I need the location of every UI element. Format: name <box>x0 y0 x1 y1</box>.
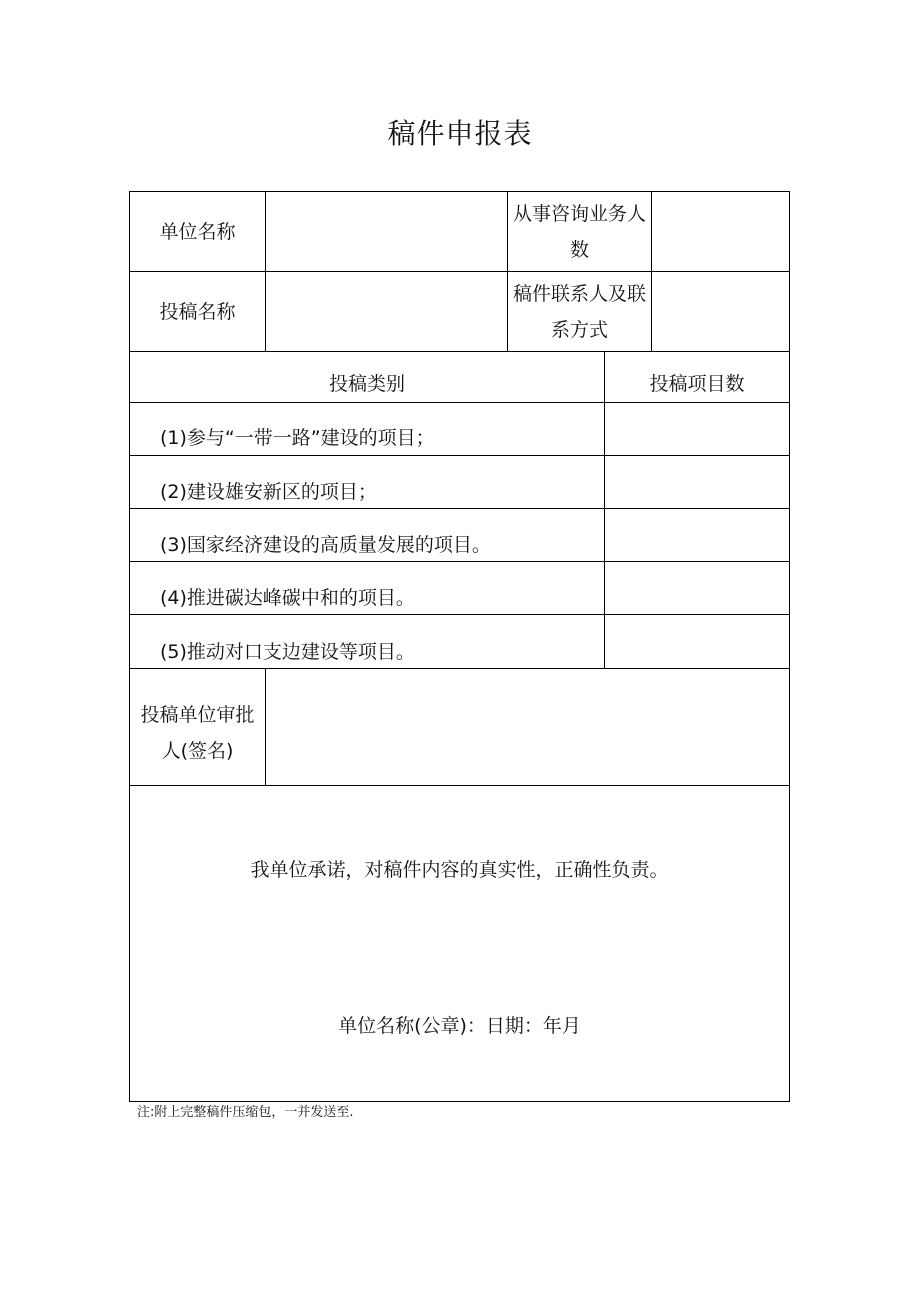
category-header: 投稿类别 <box>328 373 405 395</box>
row-divider <box>129 351 790 352</box>
pledge-text: 我单位承诺，对稿件内容的真实性，正确性负责。 <box>250 859 669 881</box>
category-item-1: (1)参与“一带一路”建设的项目； <box>160 427 435 449</box>
table-border-right <box>789 191 790 1102</box>
count-header: 投稿项目数 <box>649 373 745 395</box>
unit-name-field[interactable] <box>266 192 507 271</box>
contact-label-line2: 系方式 <box>550 318 608 341</box>
seal-date-text: 单位名称(公章)：日期：年月 <box>338 1015 581 1037</box>
contact-label-line1: 稿件联系人及联 <box>512 282 646 305</box>
staff-count-label-line2: 数 <box>569 238 589 261</box>
page-title: 稿件申报表 <box>387 117 533 150</box>
approver-signature-field[interactable] <box>266 669 789 785</box>
category-count-1[interactable] <box>605 403 789 455</box>
submission-name-label: 投稿名称 <box>159 300 236 323</box>
staff-count-label <box>508 192 651 271</box>
category-item-5: (5)推动对口支边建设等项目。 <box>160 641 415 663</box>
staff-count-field[interactable] <box>652 192 789 271</box>
category-count-3[interactable] <box>605 509 789 561</box>
submission-name-field[interactable] <box>266 272 507 351</box>
contact-field[interactable] <box>652 272 789 351</box>
unit-name-label: 单位名称 <box>159 220 236 243</box>
footnote: 注:附上完整稿件压缩包，一并发送至. <box>137 1105 354 1120</box>
category-count-5[interactable] <box>605 615 789 668</box>
category-item-3: (3)国家经济建设的高质量发展的项目。 <box>160 534 491 556</box>
contact-label <box>508 272 651 351</box>
staff-count-label-line1: 从事咨询业务人 <box>512 202 646 225</box>
category-count-2[interactable] <box>605 456 789 508</box>
approver-label-line2: 人(签名) <box>161 740 234 762</box>
category-count-4[interactable] <box>605 562 789 614</box>
row-divider <box>129 785 790 786</box>
table-border-bottom <box>129 1101 790 1102</box>
approver-label-line1: 投稿单位审批 <box>140 704 255 726</box>
approver-label <box>130 669 265 785</box>
category-item-4: (4)推进碳达峰碳中和的项目。 <box>160 587 415 609</box>
category-item-2: (2)建设雄安新区的项目； <box>160 481 377 503</box>
